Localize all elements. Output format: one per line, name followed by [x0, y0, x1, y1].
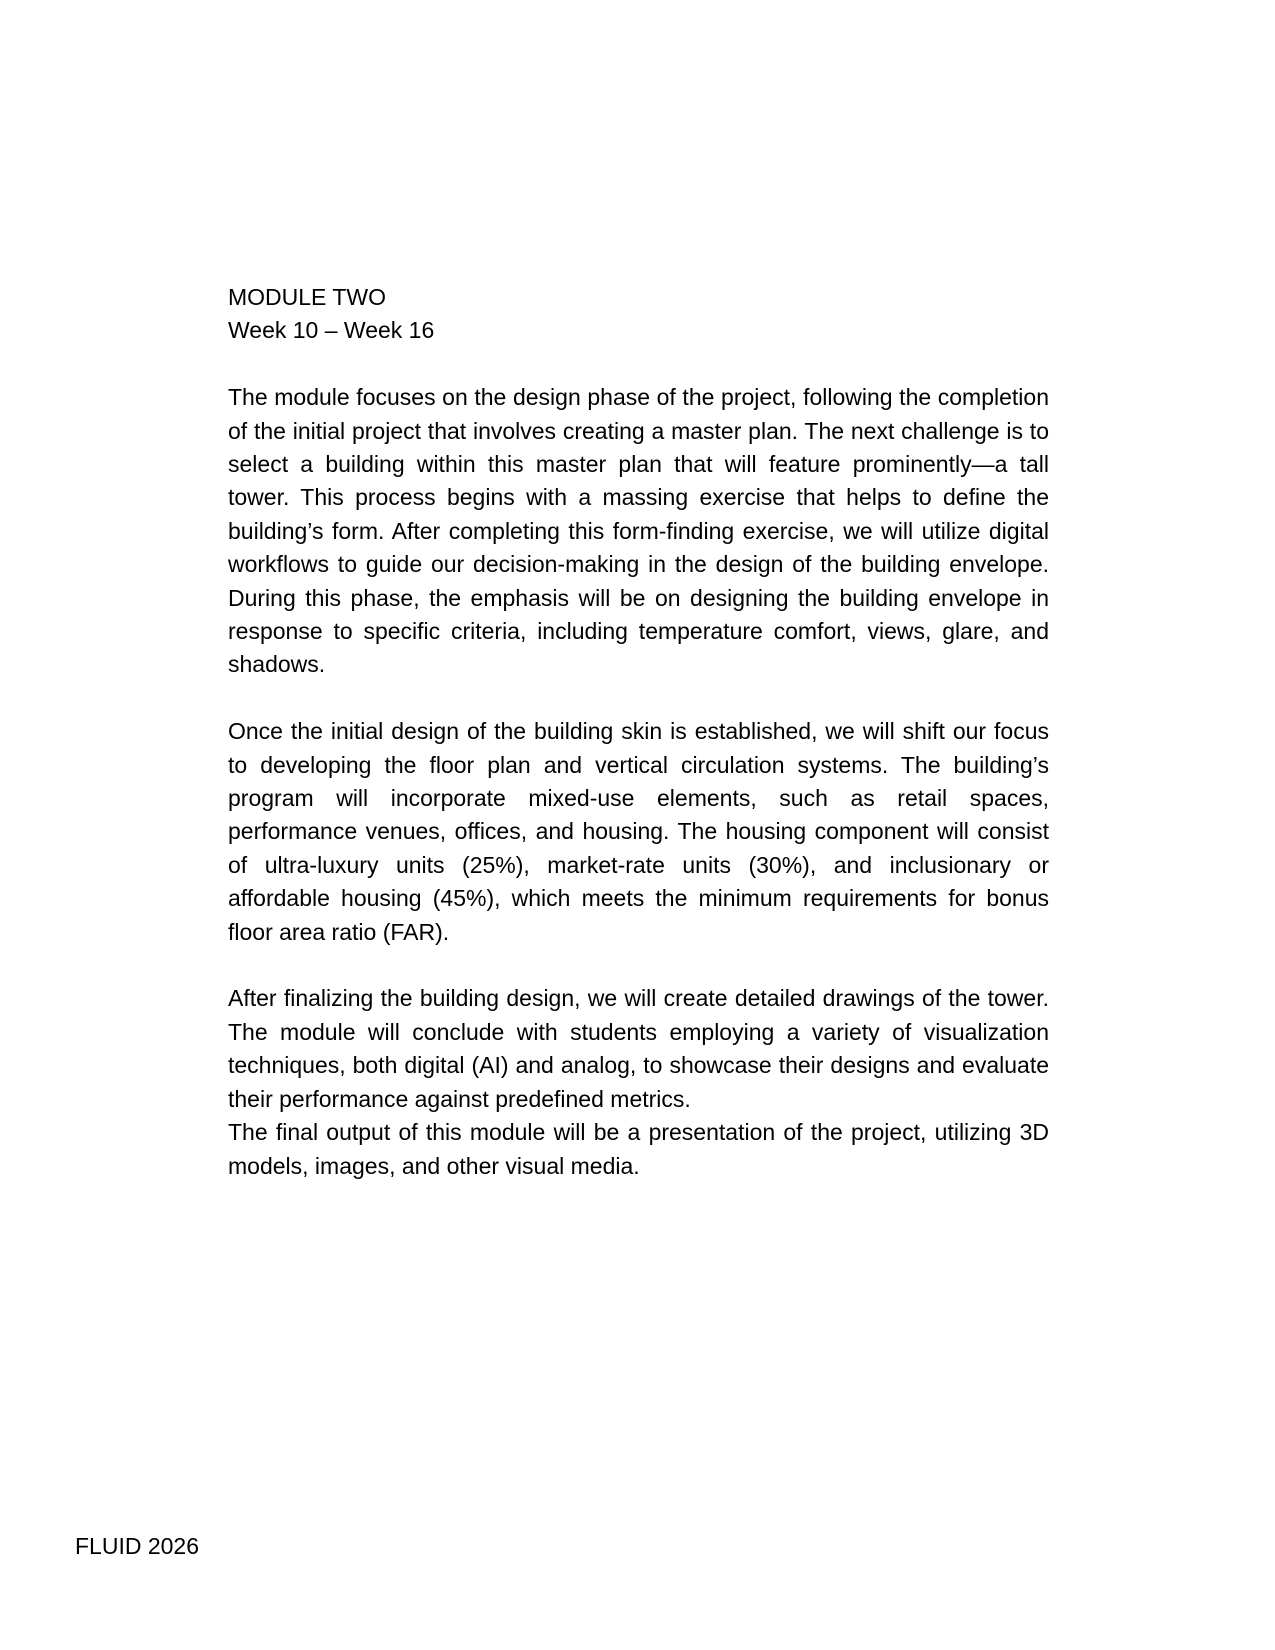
module-content [228, 281, 1049, 1183]
paragraph-program: Once the initial design of the building skin is established, we will shift our focus to developing the floor plan and vertical circulation systems. The building’s program will incorporate mixed-use elements, such as retail spaces, performance venues, offices, and housing. The housing component will consist of ultra-luxury units (25%), market-rate units (30%), and inclusionary or affordable housing (45%), which meets the minimum requirements for bonus floor area ratio (FAR). [228, 718, 1049, 945]
paragraph-final-output: The final output of this module will be a presentation of the project, utilizing 3D models, images, and other visual media. [228, 1119, 1049, 1179]
spacer [228, 348, 1049, 381]
week-range: Week 10 – Week 16 [228, 317, 435, 344]
module-title: MODULE TWO [228, 284, 387, 310]
spacer [228, 949, 1049, 982]
paragraph-design-phase: The module focuses on the design phase of the project, following the completion of the initial project that involves creating a master plan. The next challenge is to select a building within this master plan that will feature prominently—a tall tower. This process begins with a massing exercise that helps to define the building’s form. After completing this form-finding exercise, we will utilize digital workflows to guide our decision-making in the design of the building envelope. During this phase, the emphasis will be on designing the building envelope in response to specific criteria, including temperature comfort, views, glare, and shadows. [228, 384, 1049, 678]
paragraph-visualization: After finalizing the building design, we will create detailed drawings of the tower. The module will conclude with students employing a variety of visualization techniques, both digital (AI) and analog, to showcase their designs and evaluate their performance against predefined metrics. [228, 985, 1049, 1112]
footer-label: FLUID 2026 [75, 1533, 200, 1559]
spacer [228, 682, 1049, 715]
